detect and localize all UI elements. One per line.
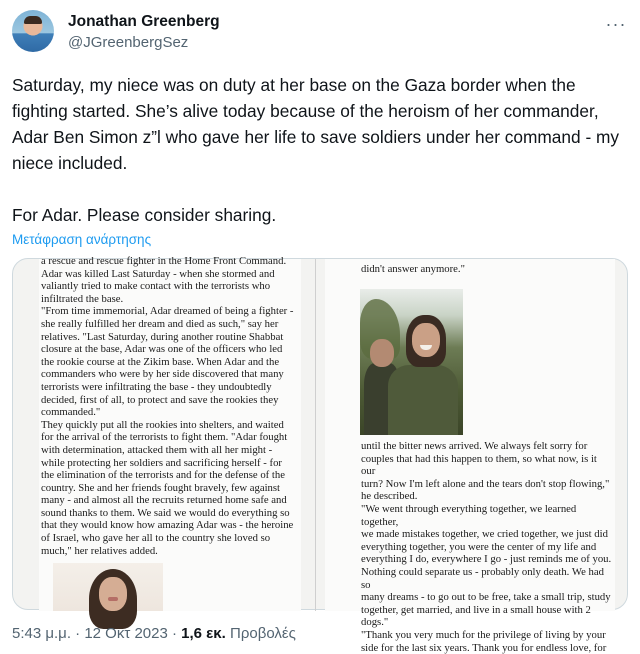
- tweet-date[interactable]: 12 Οκτ 2023: [84, 625, 168, 642]
- more-options-icon[interactable]: ···: [605, 13, 627, 34]
- article-right-top-text: didn't answer anymore.": [361, 263, 465, 275]
- article-left-column: [39, 255, 301, 611]
- article-photo-portrait: [53, 563, 163, 611]
- author-name[interactable]: Jonathan Greenberg: [68, 13, 220, 30]
- tweet-meta: [12, 625, 296, 642]
- article-photo-soldier: [360, 289, 463, 435]
- views-count: 1,6 εκ.: [181, 625, 226, 642]
- meta-separator: ·: [70, 625, 85, 642]
- author-avatar[interactable]: [12, 10, 54, 52]
- avatar-hair: [24, 16, 42, 24]
- article-right-column: [325, 259, 615, 654]
- article-left-text: a rescue and rescue fighter in the Home Front Command. Adar was killed Last Saturday - when she stormed and valiantly tried to make contact with the terrorists who infiltrated the base. "From time immemorial, Adar dreamed of being a fighter - she really fulfilled her dream and died as such," say her relatives. "Last Saturday, during another routine Shabbat closure at the base, Adar was one of the officers who led the rookie course at the Zikim base. When Adar and the commanders who were by her side discovered that many terrorists were infiltrating the base - they undoubtedly decided, first of all, to protect and save the rookies they commanded." They quickly put all the rookies into shelters, and waited for the arrival of the terrorists to fight them. "Adar fought with determination, attacked them with all her might - while protecting her soldiers and sacrificing herself - for the elimination of the terrorists and for the defense of the country. She and her friends fought bravely, few against many - and almost all the recruits returned home safe and sound thanks to them. We said we would do everything so that they would know how amazing Adar was - the heroine of Israel, who gave her all to the country she loved so much," her relatives added.: [41, 255, 294, 557]
- tweet-time[interactable]: 5:43 μ.μ.: [12, 625, 71, 642]
- meta-separator-2: ·: [167, 625, 182, 642]
- views-label: Προβολές: [225, 625, 296, 642]
- article-right-body-text: until the bitter news arrived. We always felt sorry for couples that had this happen to them, so what now, is it our turn? Now I'm left alone and the tears don't stop flowing," he described. "We went through everything together, we learned together, we made mistakes together, we cried together, we just did everything together, you were the center of my life and everything I do, everywhere I go - just reminds me of you. Nothing could separate us - probably only death. We had so many dreams - to go out to be free, take a small trip, study together, get married, and live in a small house with 2 dogs." "Thank you very much for the privilege of living by your side for the last six years. Thank you for endless love, for: [361, 440, 612, 654]
- author-handle[interactable]: @JGreenbergSez: [68, 34, 189, 51]
- column-divider: [315, 259, 316, 611]
- tweet-text: Saturday, my niece was on duty at her base on the Gaza border when the fighting started. She’s alive today because of the heroism of her commander, Adar Ben Simon z”l who gave her life to save soldiers under her command - my niece included. For Adar. Please consider sharing.: [12, 75, 620, 225]
- translate-post-link[interactable]: Μετάφραση ανάρτησης: [12, 232, 152, 247]
- tweet-header: [12, 10, 628, 60]
